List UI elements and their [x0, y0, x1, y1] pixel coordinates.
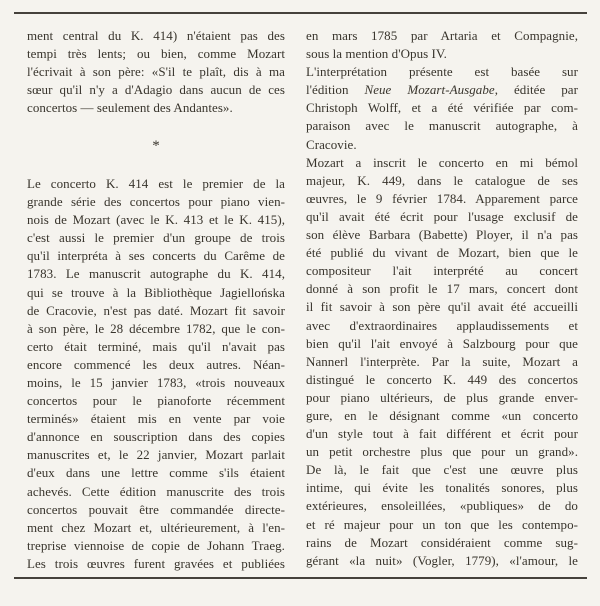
text-line: Mozart a inscrit le concerto en mi bémol	[306, 154, 578, 170]
text-line: De là, le fait que c'est une œuvre plus	[306, 462, 578, 478]
text-line: un petit orchestre plus que pour un grand».	[306, 444, 578, 460]
text-line: tempi très lents; ou bien, comme Mozart	[27, 46, 285, 62]
text-line: moins, le 15 janvier 1783, «trois nouveaux	[27, 375, 285, 390]
text-line: il fit savoir à son père qu'il avait été accueilli	[306, 299, 578, 315]
text-line: gure, en le désignant comme «un concerto	[306, 407, 578, 423]
text-line: donné à son profit le 17 mars, concert dont	[306, 281, 578, 297]
text-line: d'eux dans une lettre comme s'ils étaient	[27, 465, 285, 481]
text-run: l'édition	[306, 82, 365, 98]
paragraph	[27, 27, 285, 117]
right-column	[306, 27, 578, 573]
text-line: qui se trouve à la Bibliothèque Jagiellońska	[27, 284, 285, 300]
text-line: grande série des concertos pour piano vien-	[27, 194, 285, 210]
text-line: concertos — seulement des Andantes».	[27, 100, 233, 116]
text-line: Le concerto K. 414 est le premier de la	[27, 175, 285, 191]
text-line: concertos pour le pianoforte récemment	[27, 393, 285, 409]
text-line: extérieures, ensoleillées, «publiques» de do	[306, 498, 578, 514]
text-line: achevés. Cette édition manuscrite des trois	[27, 483, 285, 499]
text-line: sœur qu'il n'y a d'Adagio dans aucun de ces	[27, 82, 285, 98]
edition-title-italic: Neue Mozart-Ausgabe	[364, 82, 495, 98]
text-line: son élève Barbara (Babette) Ployer, il n'a pas	[306, 227, 578, 243]
text-line: avec d'extraordinaires applaudissements et	[306, 317, 578, 333]
text-line: d'un style tout à fait différent et écrit pour	[306, 426, 578, 442]
text-line: manuscrites et, le 22 janvier, Mozart parlait	[27, 447, 285, 463]
text-line: pour piano ultérieurs, de plus grande enver-	[306, 389, 578, 405]
text-line: nois de Mozart (avec le K. 413 et le K. 415),	[27, 212, 285, 228]
text-line: encore commencé les deux autres. Néan-	[27, 356, 285, 372]
text-line: distingué le concerto K. 449 des concertos	[306, 371, 578, 387]
text-line: qu'il interpréta à ses concerts du Carême de	[27, 248, 285, 264]
text-line: Nannerl l'interprète. Par la suite, Mozart a	[306, 353, 578, 369]
paragraph	[27, 175, 285, 573]
text-line: d'annonce en souscription dans des copies	[27, 429, 285, 445]
text-line: été publié du vivant de Mozart, bien que le	[306, 245, 578, 261]
text-line: L'interprétation présente est basée sur	[306, 64, 578, 80]
left-column	[27, 27, 285, 573]
text-line: bien qu'il l'ait envoyé à Salzbourg pour que	[306, 335, 578, 351]
text-line: certo était terminé, mais qu'il n'avait pas	[27, 338, 285, 354]
text-line: l'écrivait à son père: «S'il te plaît, dis à ma	[27, 64, 285, 80]
text-line: œuvres, le 9 février 1784. Apparement parce	[306, 190, 578, 206]
paragraph	[306, 154, 578, 570]
text-line: 1783. Le manuscrit autographe du K. 414,	[27, 266, 285, 282]
asterisk-glyph: *	[152, 137, 160, 154]
text-line: à son père, le 28 décembre 1782, que le con-	[27, 320, 285, 336]
text-line: Les trois œuvres furent gravées et publiées	[27, 555, 285, 571]
text-line: en mars 1785 par Artaria et Compagnie,	[306, 28, 578, 43]
text-line: terminés» étaient mis en vente par voie	[27, 411, 285, 427]
text-line: sous la mention d'Opus IV.	[306, 46, 447, 62]
text-line: qu'il avait été écrit pour l'usage exclusif de	[306, 208, 578, 224]
text-line: concertos pouvait être commandée directe-	[27, 501, 285, 517]
text-line: c'est aussi le premier d'un groupe de trois	[27, 230, 285, 246]
paragraph	[306, 63, 578, 153]
text-line: intime, qui évite les tonalités sonores, plus	[306, 480, 578, 496]
text-line: compositeur l'ait interprété au concert	[306, 263, 578, 279]
top-rule	[14, 12, 587, 14]
text-line: gérant «la nuit» (Vogler, 1779), «l'amour, le	[306, 552, 578, 568]
paragraph	[306, 27, 578, 63]
text-line: rains de Mozart considéraient comme sug-	[306, 534, 578, 550]
text-line: de Cracovie, n'est pas daté. Mozart fit savoir	[27, 302, 285, 318]
text-line	[306, 81, 578, 99]
text-columns	[27, 27, 578, 573]
text-run: , éditée par	[494, 82, 578, 98]
text-line: majeur, K. 449, dans le catalogue de ses	[306, 172, 578, 188]
text-line: Cracovie.	[306, 136, 357, 152]
text-line: paraison avec le manuscrit autographe, à	[306, 118, 578, 134]
bottom-rule	[14, 577, 587, 579]
section-separator	[27, 117, 285, 175]
text-line: ment chez Mozart et, ultérieurement, à l'en-	[27, 519, 285, 535]
text-line: et ré majeur pour un ton que les contempo-	[306, 516, 578, 532]
text-line: treprise viennoise de copie de Johann Traeg.	[27, 537, 285, 553]
text-line: Christoph Wolff, et a été vérifiée par com-	[306, 100, 578, 116]
text-line: ment central du K. 414) n'étaient pas des	[27, 28, 285, 43]
